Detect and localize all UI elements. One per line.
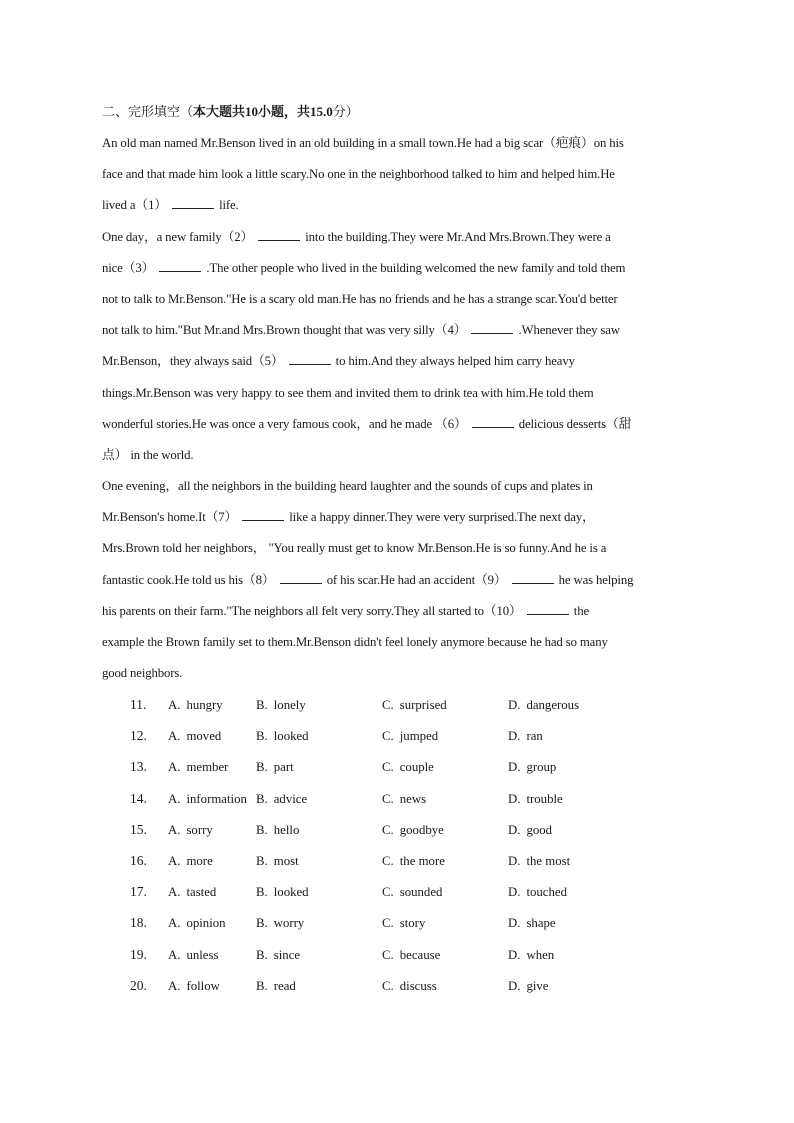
passage [102,133,692,694]
option-b [256,913,304,933]
passage-line [102,383,692,414]
passage-text: Mrs.Brown told her neighbors， "You really must get to know Mr.Benson.He is so funny.And he is a [102,541,607,556]
passage-text: delicious desserts（甜 [518,416,632,431]
option-letter: D. [508,822,521,837]
option-text: couple [399,760,434,775]
option-b [256,820,299,840]
option-c [382,695,447,715]
passage-text: he was helping [558,572,634,587]
passage-line [102,351,692,382]
question-row [130,757,690,788]
option-letter: C. [382,791,394,806]
question-row [130,851,690,882]
passage-text: face and that made him look a little scary.No one in the neighborhood talked to him and helped him.He [102,167,615,182]
option-text: the more [399,853,445,868]
option-letter: D. [508,947,521,962]
section-count: 10 [245,104,259,119]
section-prefix: 二、完形填空（ [102,104,194,119]
passage-line [102,320,692,351]
option-c [382,945,440,965]
option-letter: B. [256,947,268,962]
passage-text: things.Mr.Benson was very happy to see them and invited them to drink tea with him.He told them [102,385,594,400]
option-d [508,789,563,809]
blank-10 [527,602,569,615]
question-number: 18. [130,915,147,931]
option-text: trouble [526,791,563,806]
passage-text: like a happy dinner.They were very surprised.The next day， [289,510,595,525]
option-text: sounded [399,885,443,900]
section-title [102,103,359,121]
option-d [508,851,570,871]
option-letter: D. [508,698,521,712]
question-row [130,913,690,944]
passage-line [102,227,692,258]
passage-text: to him.And they always helped him carry heavy [335,354,575,369]
question-row [130,789,690,820]
option-letter: A. [168,698,181,712]
option-a [168,726,221,746]
option-letter: A. [168,885,181,900]
passage-text: the [573,603,589,618]
option-letter: D. [508,978,521,993]
option-a [168,882,216,902]
passage-text: into the building.They were Mr.And Mrs.Brown.They were a [305,229,611,244]
question-number: 19. [130,946,147,962]
option-b [256,789,307,809]
passage-line [102,632,692,663]
blank-8 [280,571,322,584]
option-text: group [526,760,557,775]
question-number: 11. [130,697,147,712]
option-letter: B. [256,698,268,712]
option-d [508,695,579,715]
option-letter: B. [256,978,268,993]
section-bold-b: 小题，共 [258,104,311,119]
option-text: part [273,760,294,775]
option-letter: B. [256,853,268,868]
option-c [382,851,445,871]
option-d [508,913,556,933]
passage-line [102,507,692,538]
option-d [508,976,549,996]
option-letter: A. [168,760,181,775]
passage-text: not talk to him."But Mr.and Mrs.Brown thought that was very silly（4） [102,323,467,338]
option-text: surprised [399,698,447,712]
option-d [508,757,556,777]
option-letter: C. [382,698,394,712]
option-a [168,945,218,965]
passage-line [102,195,692,226]
question-row [130,820,690,851]
option-letter: A. [168,916,181,931]
passage-line [102,570,692,601]
passage-text: good neighbors. [102,666,183,681]
blank-7 [242,508,284,521]
option-d [508,882,567,902]
section-bold-a: 本大题共 [193,104,246,119]
question-options [130,695,690,1007]
passage-text: his parents on their farm."The neighbors all felt very sorry.They all started to（10） [102,603,522,618]
option-text: opinion [186,916,226,931]
option-text: advice [273,791,308,806]
option-a [168,820,213,840]
option-letter: A. [168,853,181,868]
passage-text: lived a（1） [102,198,167,213]
option-c [382,882,442,902]
passage-text: Mr.Benson's home.It（7） [102,510,238,525]
passage-text: One day，a new family（2） [102,229,254,244]
option-letter: B. [256,729,268,744]
option-text: jumped [399,729,439,744]
option-text: shape [526,916,556,931]
option-text: information [186,791,247,806]
option-text: looked [273,729,309,744]
passage-line [102,601,692,632]
option-b [256,695,306,715]
question-row [130,882,690,913]
option-text: give [526,978,549,993]
option-d [508,726,543,746]
option-letter: B. [256,885,268,900]
option-text: moved [186,729,222,744]
question-number: 16. [130,852,147,868]
question-row [130,695,690,726]
question-row [130,726,690,757]
option-letter: B. [256,822,268,837]
option-c [382,976,437,996]
option-b [256,851,299,871]
option-c [382,789,426,809]
option-letter: C. [382,760,394,775]
option-text: goodbye [399,822,444,837]
blank-2 [258,228,300,241]
option-letter: C. [382,729,394,744]
option-letter: A. [168,729,181,744]
passage-line [102,663,692,694]
option-text: ran [526,729,543,744]
passage-text: fantastic cook.He told us his（8） [102,572,275,587]
option-text: looked [273,885,309,900]
option-text: member [186,760,229,775]
option-text: the most [526,853,571,868]
option-c [382,757,434,777]
option-text: discuss [399,978,437,993]
option-letter: D. [508,853,521,868]
option-a [168,695,223,715]
section-suffix: 分） [332,104,359,119]
blank-4 [471,321,513,334]
question-number: 15. [130,821,147,837]
passage-text: Mr.Benson，they always said（5） [102,354,284,369]
passage-text: 点） in the world. [102,447,194,462]
option-text: since [273,947,301,962]
option-letter: C. [382,822,394,837]
option-text: worry [273,916,305,931]
blank-3 [159,259,201,272]
option-b [256,976,296,996]
option-a [168,913,226,933]
passage-text: nice（3） [102,260,155,275]
option-a [168,976,220,996]
option-letter: D. [508,791,521,806]
option-c [382,820,444,840]
option-letter: D. [508,885,521,900]
option-letter: B. [256,916,268,931]
option-b [256,882,309,902]
option-letter: A. [168,791,181,806]
option-text: hungry [186,698,223,712]
option-letter: C. [382,853,394,868]
option-b [256,726,309,746]
blank-9 [512,571,554,584]
option-text: because [399,947,441,962]
option-text: unless [186,947,219,962]
passage-line [102,133,692,164]
option-text: most [273,853,299,868]
passage-text: .The other people who lived in the building welcomed the new family and told them [206,260,626,275]
option-a [168,851,213,871]
option-d [508,820,552,840]
option-b [256,757,294,777]
option-letter: C. [382,916,394,931]
question-row [130,976,690,1007]
option-text: news [399,791,427,806]
option-text: dangerous [526,698,580,712]
option-d [508,945,554,965]
passage-text: life. [219,198,239,213]
question-number: 14. [130,790,147,806]
question-number: 12. [130,728,147,744]
option-letter: C. [382,885,394,900]
option-text: more [186,853,213,868]
option-c [382,726,438,746]
option-letter: A. [168,822,181,837]
option-text: lonely [273,698,306,712]
passage-line [102,476,692,507]
passage-text: not to talk to Mr.Benson."He is a scary old man.He has no friends and he has a strange scar.You'd better [102,291,618,306]
option-a [168,789,247,809]
passage-line [102,445,692,476]
option-text: when [526,947,555,962]
question-number: 17. [130,884,147,900]
option-letter: B. [256,791,268,806]
passage-text: example the Brown family set to them.Mr.Benson didn't feel lonely anymore because he had so many [102,635,608,649]
passage-line [102,538,692,569]
blank-6 [472,415,514,428]
option-a [168,757,228,777]
option-letter: A. [168,978,181,993]
passage-text: .Whenever they saw [518,323,620,338]
blank-1 [172,196,214,209]
option-text: tasted [186,885,217,900]
option-text: story [399,916,426,931]
option-letter: D. [508,760,521,775]
option-letter: A. [168,947,181,962]
option-text: sorry [186,822,213,837]
option-text: follow [186,978,220,993]
option-text: read [273,978,296,993]
passage-line [102,258,692,289]
passage-line [102,414,692,445]
passage-text: One evening，all the neighbors in the building heard laughter and the sounds of cups and plates in [102,479,593,494]
question-number: 20. [130,977,147,993]
option-letter: C. [382,978,394,993]
blank-5 [289,352,331,365]
option-letter: D. [508,729,521,744]
option-c [382,913,425,933]
passage-text: of his scar.He had an accident（9） [326,572,507,587]
option-letter: C. [382,947,394,962]
passage-text: wonderful stories.He was once a very famous cook，and he made （6） [102,416,467,431]
passage-line [102,289,692,320]
option-text: touched [526,885,567,900]
question-row [130,945,690,976]
question-number: 13. [130,759,147,775]
option-letter: B. [256,760,268,775]
passage-line [102,164,692,195]
option-b [256,945,300,965]
option-letter: D. [508,916,521,931]
option-text: good [526,822,553,837]
passage-text: An old man named Mr.Benson lived in an old building in a small town.He had a big scar（疤痕）on his [102,136,624,150]
option-text: hello [273,822,300,837]
section-score: 15.0 [310,104,333,119]
